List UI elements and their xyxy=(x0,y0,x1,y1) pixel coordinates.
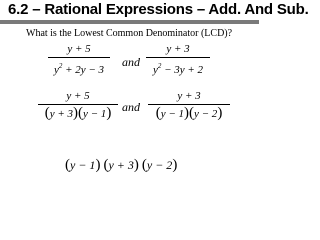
connector-and-2: and xyxy=(122,100,140,114)
numerator: y + 3 xyxy=(177,90,201,102)
slide-title: 6.2 – Rational Expressions – Add. And Sub. xyxy=(8,1,309,18)
numerator: y + 5 xyxy=(67,43,91,55)
fraction-row2-left xyxy=(38,89,118,121)
denominator: (y + 3)(y − 1) xyxy=(44,105,112,121)
fraction-row1-left xyxy=(48,42,110,77)
fraction-row2-right xyxy=(148,89,230,121)
denominator: (y − 1)(y − 2) xyxy=(155,105,223,121)
fraction-bar xyxy=(146,57,210,58)
question-text: What is the Lowest Common Denominator (LCD)? xyxy=(26,28,233,39)
title-bar xyxy=(0,0,309,24)
denominator: $y^2 + 2y - 3$ xyxy=(53,62,105,76)
numerator: y + 3 xyxy=(166,43,190,55)
numerator: y + 5 xyxy=(66,90,90,102)
connector-and-1: and xyxy=(122,55,140,69)
fraction-row1-right xyxy=(146,42,210,77)
lcd-answer: (y − 1) (y + 3) (y − 2) xyxy=(65,157,178,173)
fraction-bar xyxy=(48,57,110,58)
denominator: $y^2 - 3y + 2$ xyxy=(152,62,204,76)
